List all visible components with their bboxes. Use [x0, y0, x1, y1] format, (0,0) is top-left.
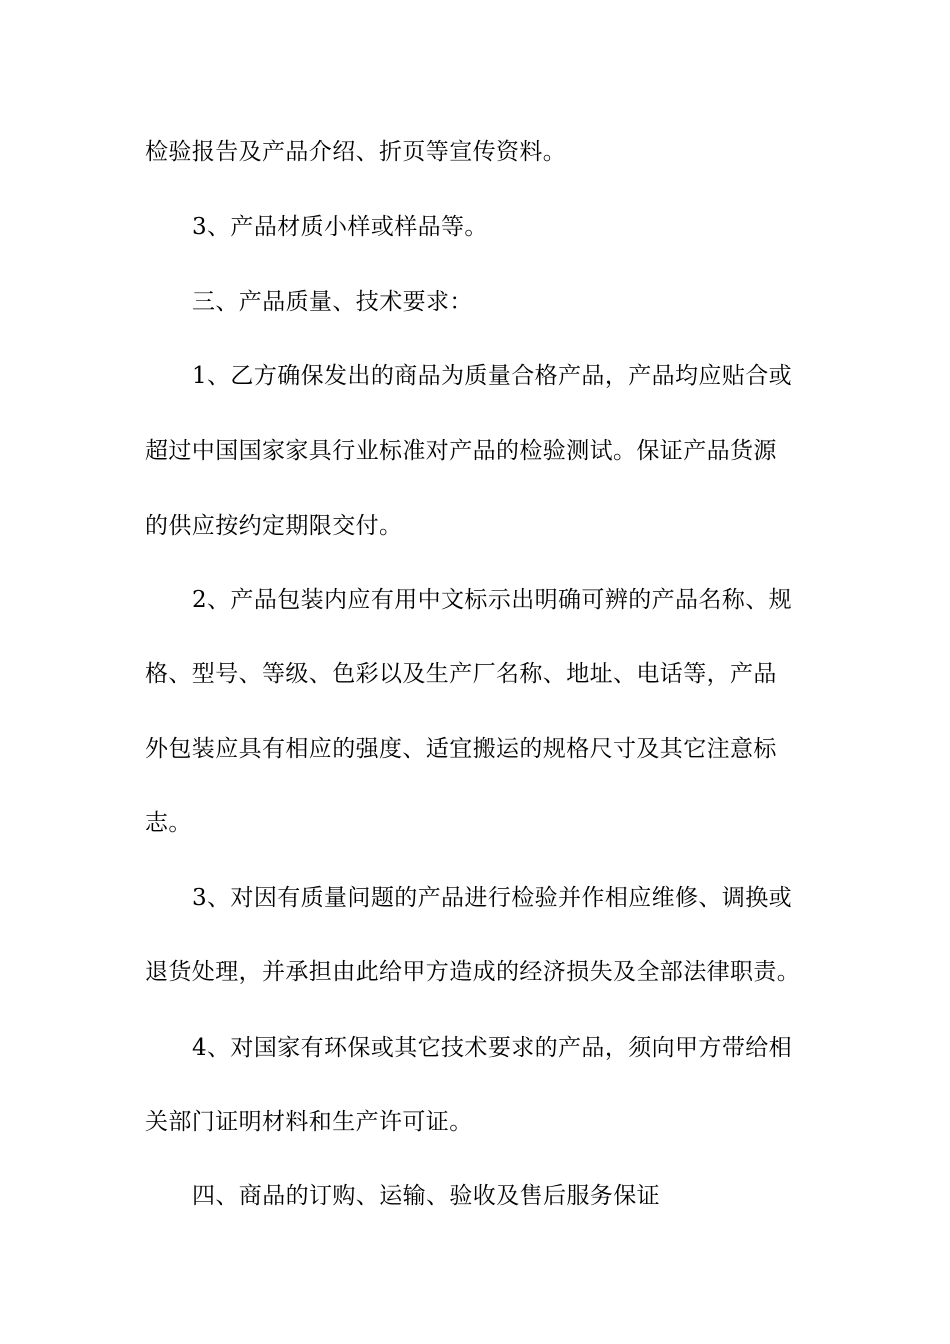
body-text-line: 检验报告及产品介绍、折页等宣传资料。 [145, 139, 567, 165]
clause-4-line-2: 关部门证明材料和生产许可证。 [145, 1109, 473, 1135]
clause-1-line-1: 1、乙方确保发出的商品为质量合格产品，产品均应贴合或 [192, 363, 793, 389]
section-heading-quality: 三、产品质量、技术要求： [192, 289, 473, 315]
list-item-3-materials: 3、产品材质小样或样品等。 [192, 214, 488, 240]
clause-3-line-1: 3、对因有质量问题的产品进行检验并作相应维修、调换或 [192, 885, 793, 911]
clause-2-line-2: 格、型号、等级、色彩以及生产厂名称、地址、电话等，产品 [145, 661, 777, 687]
clause-2-line-3: 外包装应具有相应的强度、适宜搬运的规格尺寸及其它注意标 [145, 736, 777, 762]
clause-1-line-3: 的供应按约定期限交付。 [145, 513, 403, 539]
section-heading-ordering: 四、商品的订购、运输、验收及售后服务保证 [192, 1183, 660, 1209]
clause-1-line-2: 超过中国国家家具行业标准对产品的检验测试。保证产品货源 [145, 438, 777, 464]
clause-2-line-4: 志。 [145, 810, 192, 836]
clause-2-line-1: 2、产品包装内应有用中文标示出明确可辨的产品名称、规 [192, 587, 793, 613]
clause-4-line-1: 4、对国家有环保或其它技术要求的产品，须向甲方带给相 [192, 1035, 793, 1061]
clause-3-line-2: 退货处理，并承担由此给甲方造成的经济损失及全部法律职责。 [145, 959, 801, 985]
